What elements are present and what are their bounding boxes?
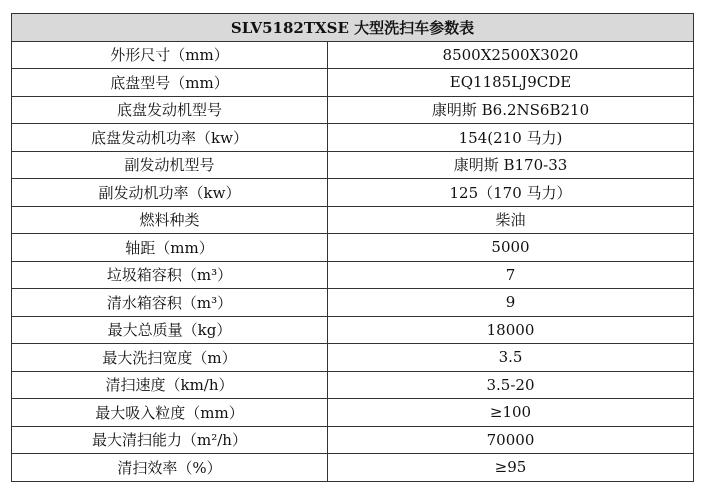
param-label: 底盘发动机型号 bbox=[12, 96, 328, 124]
param-value: 125（170 马力） bbox=[328, 179, 694, 207]
param-label: 底盘发动机功率（kw） bbox=[12, 124, 328, 152]
table-row bbox=[12, 316, 694, 344]
param-value: 3.5-20 bbox=[328, 371, 694, 399]
table-row bbox=[12, 69, 694, 97]
param-value: 70000 bbox=[328, 426, 694, 454]
table-row bbox=[12, 179, 694, 207]
table-title-row bbox=[12, 14, 694, 42]
param-value: 9 bbox=[328, 289, 694, 317]
param-value: 18000 bbox=[328, 316, 694, 344]
table-row bbox=[12, 289, 694, 317]
param-label: 外形尺寸（mm） bbox=[12, 41, 328, 69]
param-label: 轴距（mm） bbox=[12, 234, 328, 262]
table-row bbox=[12, 124, 694, 152]
param-value: 康明斯 B6.2NS6B210 bbox=[328, 96, 694, 124]
param-label: 最大总质量（kg） bbox=[12, 316, 328, 344]
table-row bbox=[12, 426, 694, 454]
table-row bbox=[12, 454, 694, 482]
param-value: 7 bbox=[328, 261, 694, 289]
param-value: 5000 bbox=[328, 234, 694, 262]
table-row bbox=[12, 399, 694, 427]
param-value: 3.5 bbox=[328, 344, 694, 372]
param-label: 垃圾箱容积（m³） bbox=[12, 261, 328, 289]
spec-table bbox=[11, 13, 694, 482]
table-row bbox=[12, 344, 694, 372]
table-row bbox=[12, 261, 694, 289]
param-label: 底盘型号（mm） bbox=[12, 69, 328, 97]
table-row bbox=[12, 371, 694, 399]
param-label: 副发动机功率（kw） bbox=[12, 179, 328, 207]
param-label: 最大吸入粒度（mm） bbox=[12, 399, 328, 427]
param-value: EQ1185LJ9CDE bbox=[328, 69, 694, 97]
table-title: SLV5182TXSE 大型洗扫车参数表 bbox=[12, 14, 694, 42]
param-value: 154(210 马力) bbox=[328, 124, 694, 152]
param-value: 柴油 bbox=[328, 206, 694, 234]
table-row bbox=[12, 151, 694, 179]
table-row bbox=[12, 234, 694, 262]
param-label: 最大清扫能力（m²/h） bbox=[12, 426, 328, 454]
param-value: 康明斯 B170-33 bbox=[328, 151, 694, 179]
param-label: 清水箱容积（m³） bbox=[12, 289, 328, 317]
param-label: 清扫效率（%） bbox=[12, 454, 328, 482]
param-value: ≥100 bbox=[328, 399, 694, 427]
param-value: ≥95 bbox=[328, 454, 694, 482]
param-label: 清扫速度（km/h） bbox=[12, 371, 328, 399]
table-row bbox=[12, 206, 694, 234]
param-label: 最大洗扫宽度（m） bbox=[12, 344, 328, 372]
param-value: 8500X2500X3020 bbox=[328, 41, 694, 69]
table-row bbox=[12, 41, 694, 69]
table-row bbox=[12, 96, 694, 124]
param-label: 副发动机型号 bbox=[12, 151, 328, 179]
param-label: 燃料种类 bbox=[12, 206, 328, 234]
